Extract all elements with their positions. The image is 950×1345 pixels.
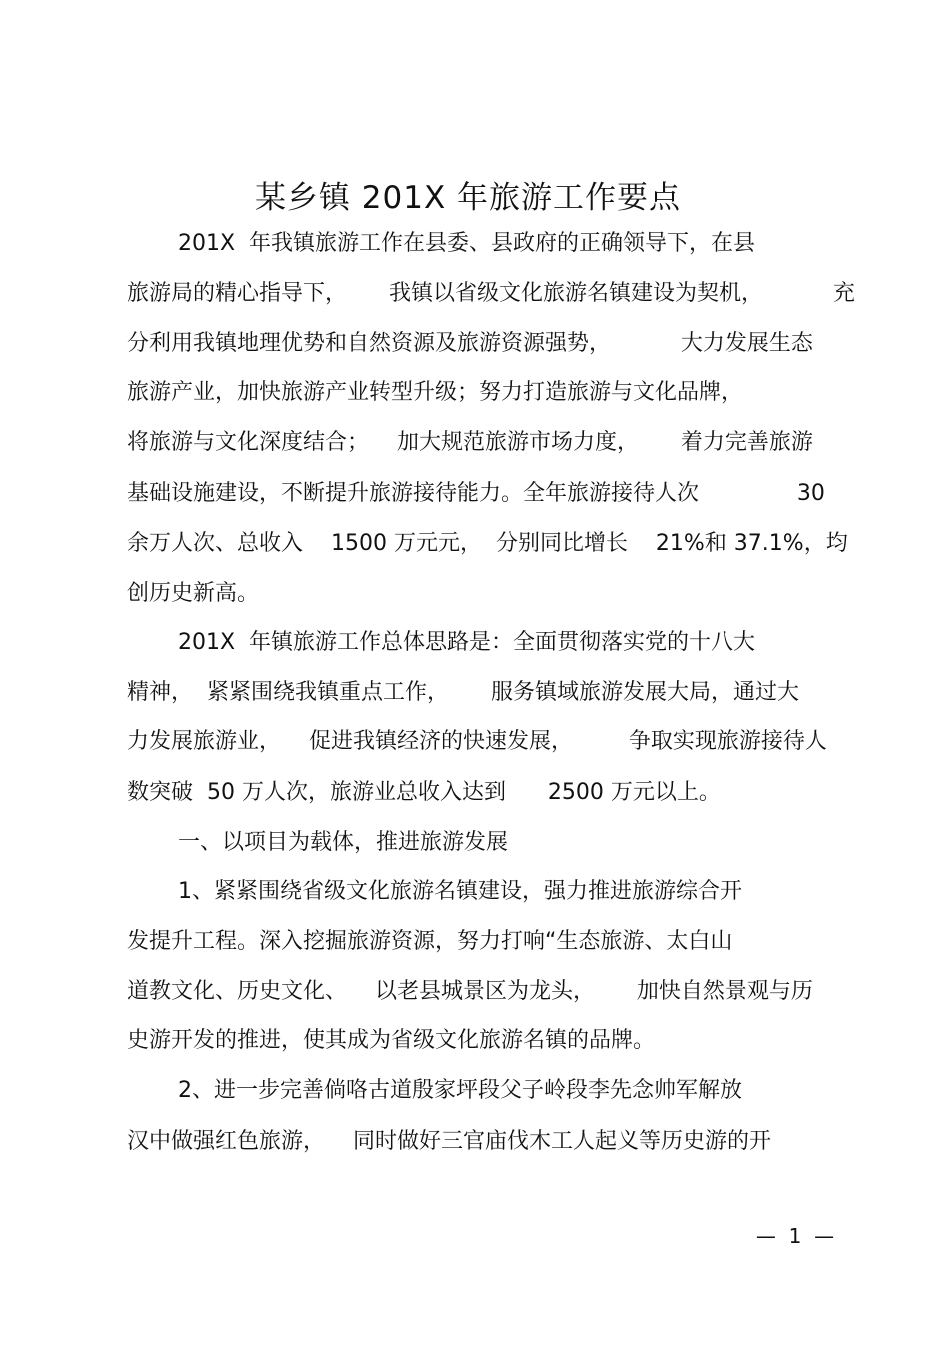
paragraph-line: 余万人次、总收入 1500 万元元， 分别同比增长 21%和 37.1%，均 bbox=[127, 531, 848, 556]
paragraph-line: 发提升工程。深入挖掘旅游资源，努力打响“生态旅游、太白山 bbox=[127, 929, 733, 954]
paragraph-line: 史游开发的推进，使其成为省级文化旅游名镇的品牌。 bbox=[127, 1028, 656, 1053]
paragraph-line: 2、进一步完善倘咯古道殷家坪段父子岭段李先念帅军解放 bbox=[178, 1078, 742, 1103]
page-number: — 1 — bbox=[755, 1224, 835, 1248]
document-title: 某乡镇 201X 年旅游工作要点 bbox=[254, 180, 682, 216]
paragraph-line: 创历史新高。 bbox=[127, 581, 260, 606]
section-heading: 一、以项目为载体，推进旅游发展 bbox=[178, 830, 509, 855]
paragraph-line: 数突破 50 万人次，旅游业总收入达到 2500 万元以上。 bbox=[127, 780, 721, 805]
paragraph-line: 201X 年我镇旅游工作在县委、县政府的正确领导下，在县 bbox=[178, 231, 756, 256]
paragraph-line: 汉中做强红色旅游， 同时做好三官庙伐木工人起义等历史游的开 bbox=[127, 1129, 771, 1154]
paragraph-line: 精神， 紧紧围绕我镇重点工作， 服务镇域旅游发展大局，通过大 bbox=[127, 680, 799, 705]
paragraph-line: 1、紧紧围绕省级文化旅游名镇建设，强力推进旅游综合开 bbox=[178, 879, 742, 904]
paragraph-line: 旅游局的精心指导下， 我镇以省级文化旅游名镇建设为契机， 充 bbox=[127, 281, 855, 306]
paragraph-line: 201X 年镇旅游工作总体思路是：全面贯彻落实党的十八大 bbox=[178, 630, 756, 655]
paragraph-line: 将旅游与文化深度结合； 加大规范旅游市场力度， 着力完善旅游 bbox=[127, 430, 813, 455]
paragraph-line: 力发展旅游业， 促进我镇经济的快速发展， 争取实现旅游接待人 bbox=[127, 729, 827, 754]
paragraph-line: 旅游产业，加快旅游产业转型升级；努力打造旅游与文化品牌， bbox=[127, 380, 744, 405]
paragraph-line: 基础设施建设，不断提升旅游接待能力。全年旅游接待人次 30 bbox=[127, 481, 825, 506]
paragraph-line: 分利用我镇地理优势和自然资源及旅游资源强势， 大力发展生态 bbox=[127, 331, 813, 356]
paragraph-line: 道教文化、历史文化、 以老县城景区为龙头， 加快自然景观与历 bbox=[127, 979, 813, 1004]
